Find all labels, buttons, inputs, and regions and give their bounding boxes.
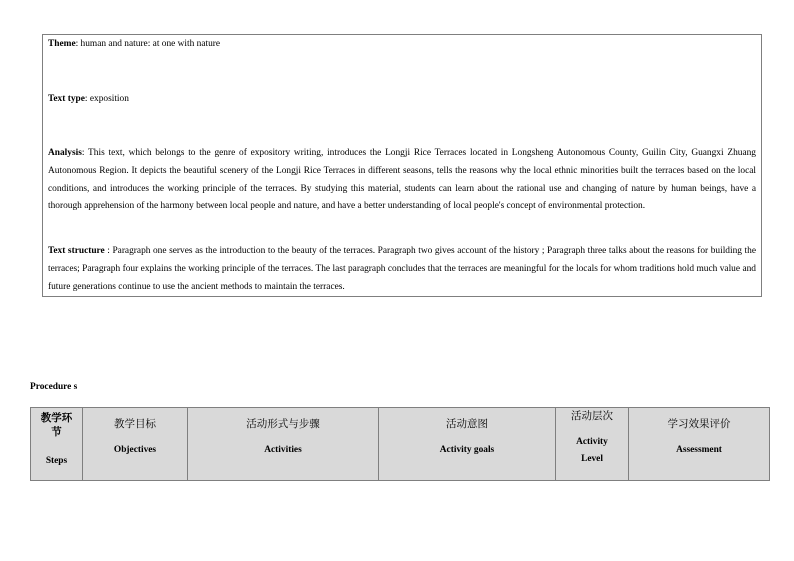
- steps-zh: 教学环节: [40, 412, 73, 438]
- assessment-en: Assessment: [676, 444, 722, 455]
- text-type-paragraph: [48, 91, 756, 109]
- assessment-zh: 学习效果评价: [667, 418, 731, 430]
- header-cell-activity-level: [556, 408, 629, 481]
- text-structure-label: Text structure: [48, 246, 105, 256]
- activity-level-en-2: Level: [581, 453, 603, 464]
- analysis-paragraph: [48, 145, 756, 216]
- procedures-heading: Procedure s: [30, 382, 78, 392]
- objectives-en: Objectives: [113, 444, 157, 455]
- table-header-row: [31, 408, 770, 481]
- activity-goals-en: Activity goals: [439, 444, 495, 455]
- activity-level-zh: 活动层次: [571, 410, 613, 422]
- header-cell-steps: [31, 408, 83, 481]
- header-cell-activities: [188, 408, 379, 481]
- theme-label: Theme: [48, 39, 76, 49]
- activity-goals-zh: 活动意图: [446, 418, 488, 430]
- text-type-text: : exposition: [84, 94, 129, 104]
- text-structure-paragraph: [48, 243, 756, 296]
- header-cell-objectives: [83, 408, 188, 481]
- theme-paragraph: [48, 36, 756, 54]
- objectives-zh: 教学目标: [114, 418, 156, 430]
- activities-zh: 活动形式与步骤: [246, 418, 320, 430]
- header-cell-activity-goals: [379, 408, 556, 481]
- analysis-label: Analysis: [48, 148, 82, 158]
- steps-en: Steps: [45, 456, 68, 466]
- text-type-label: Text type: [48, 94, 85, 104]
- activities-en: Activities: [264, 444, 302, 455]
- activity-level-en-1: Activity: [576, 436, 608, 447]
- teaching-info-box: [42, 34, 762, 297]
- procedures-table: [30, 407, 770, 481]
- header-cell-assessment: [629, 408, 770, 481]
- text-structure-text: : Paragraph one serves as the introduction to the beauty of the terraces. Paragraph two gives account of the history ; Paragraph three talks about the reasons for building the terraces; Paragraph four explains the working principle of the terraces. The last paragraph concludes that the terraces are meaningful for the locals for whom traditions hold much value and future generations continue to use the ancient methods to maintain the terraces.: [48, 246, 756, 292]
- analysis-text: : This text, which belongs to the genre of expository writing, introduces the Longji Rice Terraces located in Longsheng Autonomous County, Guilin City, Guangxi Zhuang Autonomous Region. It depicts the beautiful scenery of the Longji Rice Terraces in different seasons, tells the reasons why the local ethnic minorities built the terraces based on the local conditions, and introduces the working principle of the terraces. By studying this material, students can learn about the rational use and changing of nature by human beings, have a thorough apprehension of the harmony between local people and nature, and have a better understanding of local people's concept of environmental protection.: [48, 148, 756, 212]
- theme-text: : human and nature: at one with nature: [75, 39, 221, 49]
